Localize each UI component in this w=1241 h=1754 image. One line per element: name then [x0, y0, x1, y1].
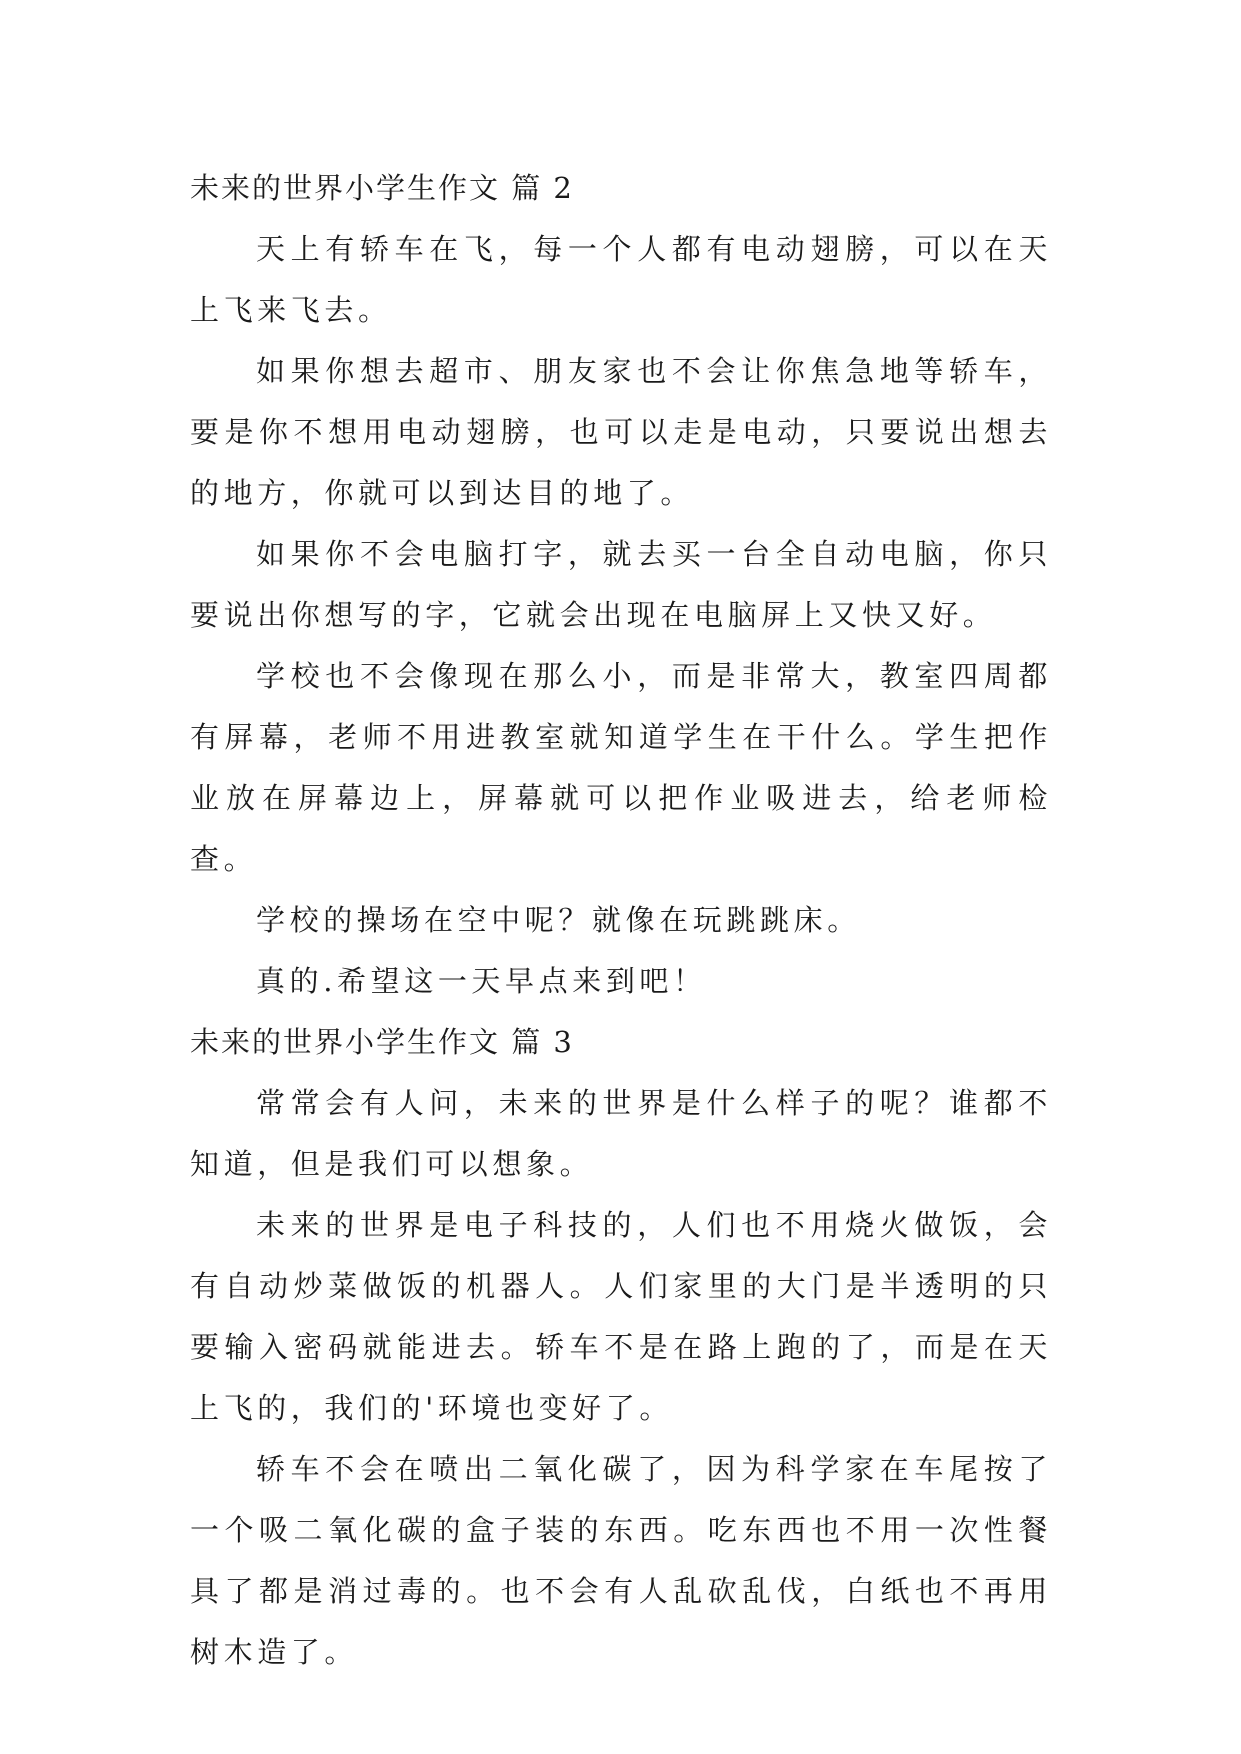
section-heading: 未来的世界小学生作文 篇 3: [190, 1025, 574, 1059]
document-page: [190, 158, 1052, 1683]
section-heading: 未来的世界小学生作文 篇 2: [190, 171, 574, 205]
paragraph: 学校的操场在空中呢？就像在玩跳跳床。: [256, 903, 861, 937]
paragraph: 未来的世界是电子科技的，人们也不用烧火做饭，会有自动炒菜做饭的机器人。人们家里的大门是半透明的只要输入密码就能进去。轿车不是在路上跑的了，而是在天上飞的，我们的'环境也变好了。: [190, 1208, 1052, 1425]
essay-section-3: [190, 1012, 1052, 1683]
paragraph: 如果你想去超市、朋友家也不会让你焦急地等轿车，要是你不想用电动翅膀，也可以走是电动，只要说出想去的地方，你就可以到达目的地了。: [190, 354, 1052, 510]
paragraph: 真的.希望这一天早点来到吧！: [256, 964, 707, 998]
paragraph: 学校也不会像现在那么小，而是非常大，教室四周都有屏幕，老师不用进教室就知道学生在干什么。学生把作业放在屏幕边上，屏幕就可以把作业吸进去，给老师检查。: [190, 659, 1052, 876]
paragraph: 常常会有人问，未来的世界是什么样子的呢？谁都不知道，但是我们可以想象。: [190, 1086, 1052, 1181]
paragraph: 如果你不会电脑打字，就去买一台全自动电脑，你只要说出你想写的字，它就会出现在电脑屏上又快又好。: [190, 537, 1052, 632]
paragraph: 天上有轿车在飞，每一个人都有电动翅膀，可以在天上飞来飞去。: [190, 232, 1052, 327]
essay-section-2: [190, 158, 1052, 1012]
paragraph: 轿车不会在喷出二氧化碳了，因为科学家在车尾按了一个吸二氧化碳的盒子装的东西。吃东西也不用一次性餐具了都是消过毒的。也不会有人乱砍乱伐，白纸也不再用树木造了。: [190, 1452, 1052, 1669]
